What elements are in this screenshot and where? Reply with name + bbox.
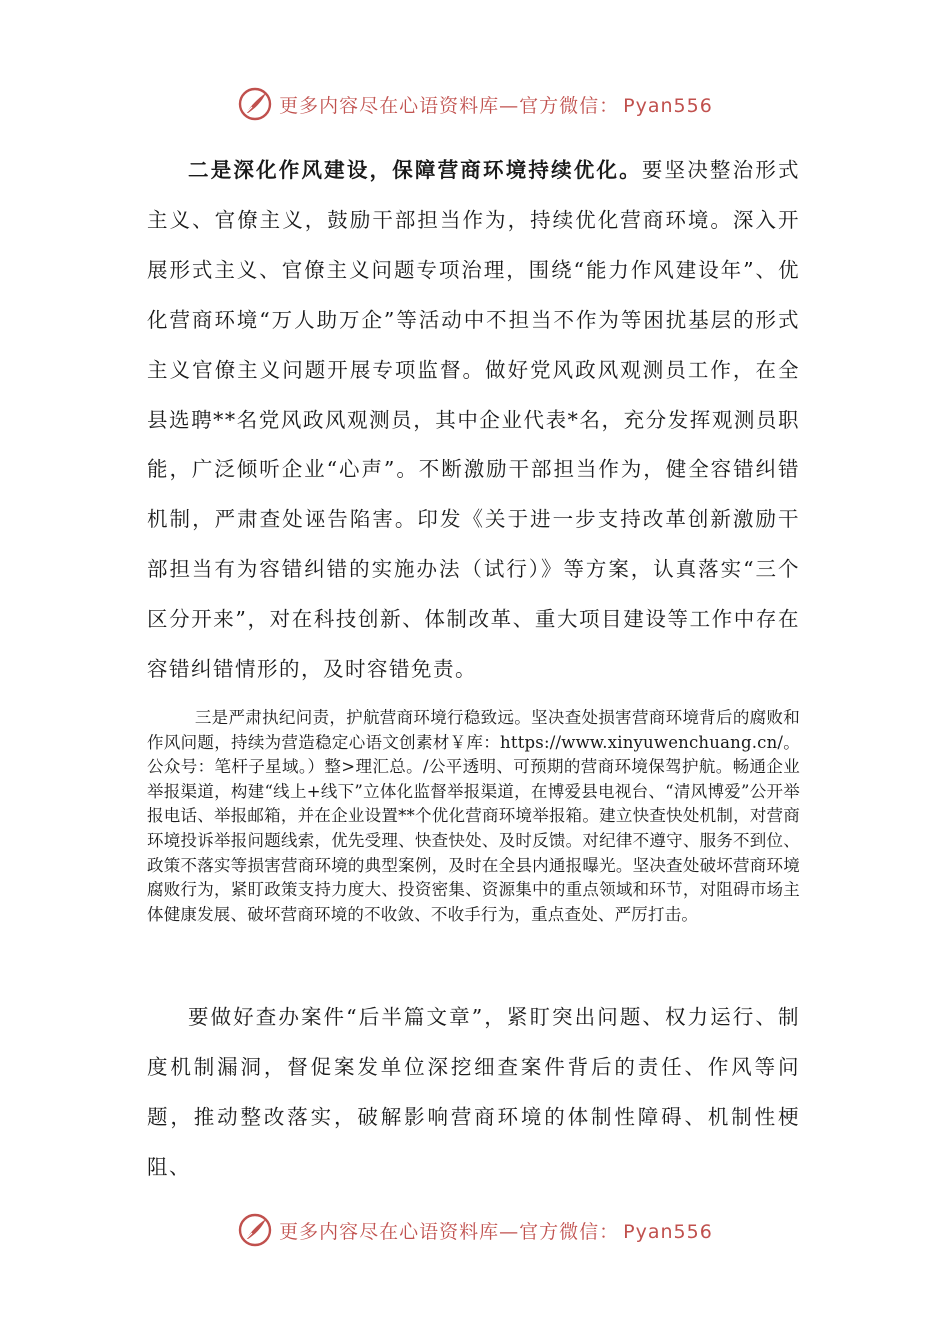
wechat-id: Pyan556 bbox=[623, 94, 713, 117]
quill-logo-icon bbox=[237, 86, 273, 122]
banner-label: 更多内容尽在心语资料库—官方微信： bbox=[279, 1220, 620, 1243]
paragraph-style-building bbox=[147, 146, 800, 695]
wechat-id: Pyan556 bbox=[623, 1220, 713, 1243]
paragraph-body: 要坚决整治形式主义、官僚主义，鼓励干部担当作为，持续优化营商环境。深入开展形式主义、官僚主义问题专项治理，围绕“能力作风建设年”、优化营商环境“万人助万企”等活动中不担当不作为等困扰基层的形式主义官僚主义问题开展专项监督。做好党风政风观测员工作，在全县选聘**名党风政风观测员，其中企业代表*名，充分发挥观测员职能，广泛倾听企业“心声”。不断激励干部担当作为，健全容错纠错机制，严肃查处诬告陷害。印发《关于进一步支持改革创新激励干部担当有为容错纠错的实施办法（试行）》等方案，认真落实“三个区分开来”，对在科技创新、体制改革、重大项目建设等工作中存在容错纠错情形的，及时容错免责。 bbox=[147, 158, 801, 682]
footer-banner bbox=[0, 1208, 950, 1252]
paragraph-discipline-accountability: 三是严肃执纪问责，护航营商环境行稳致远。坚决查处损害营商环境背后的腐败和作风问题，持续为营造稳定心语文创素材￥库：https://www.xinyuwenchuang.cn/。公众号：笔杆子星域。）整>理汇总。/公平透明、可预期的营商环境保驾护航。畅通企业举报渠道，构建“线上+线下”立体化监督举报渠道，在博爱县电视台、“清风博爱”公开举报电话、举报邮箱，并在企业设置**个优化营商环境举报箱。建立快查快处机制，对营商环境投诉举报问题线索，优先受理、快查快处、及时反馈。对纪律不遵守、服务不到位、政策不落实等损害营商环境的典型案例，及时在全县内通报曝光。坚决查处破坏营商环境腐败行为，紧盯政策支持力度大、投资密集、资源集中的重点领域和环节，对阻碍市场主体健康发展、破坏营商环境的不收敛、不收手行为，重点查处、严厉打击。 bbox=[147, 708, 800, 924]
banner-text bbox=[279, 91, 713, 118]
paragraph-lead: 二是深化作风建设，保障营商环境持续优化。 bbox=[188, 158, 642, 182]
quill-logo-icon bbox=[237, 1212, 273, 1248]
banner-label: 更多内容尽在心语资料库—官方微信： bbox=[279, 94, 620, 117]
header-banner bbox=[0, 82, 950, 126]
banner-text bbox=[279, 1217, 713, 1244]
paragraph-case-follow-up: 要做好查办案件“后半篇文章”，紧盯突出问题、权力运行、制度机制漏洞，督促案发单位深挖细查案件背后的责任、作风等问题，推动整改落实，破解影响营商环境的体制性障碍、机制性梗阻、 bbox=[147, 1005, 800, 1179]
